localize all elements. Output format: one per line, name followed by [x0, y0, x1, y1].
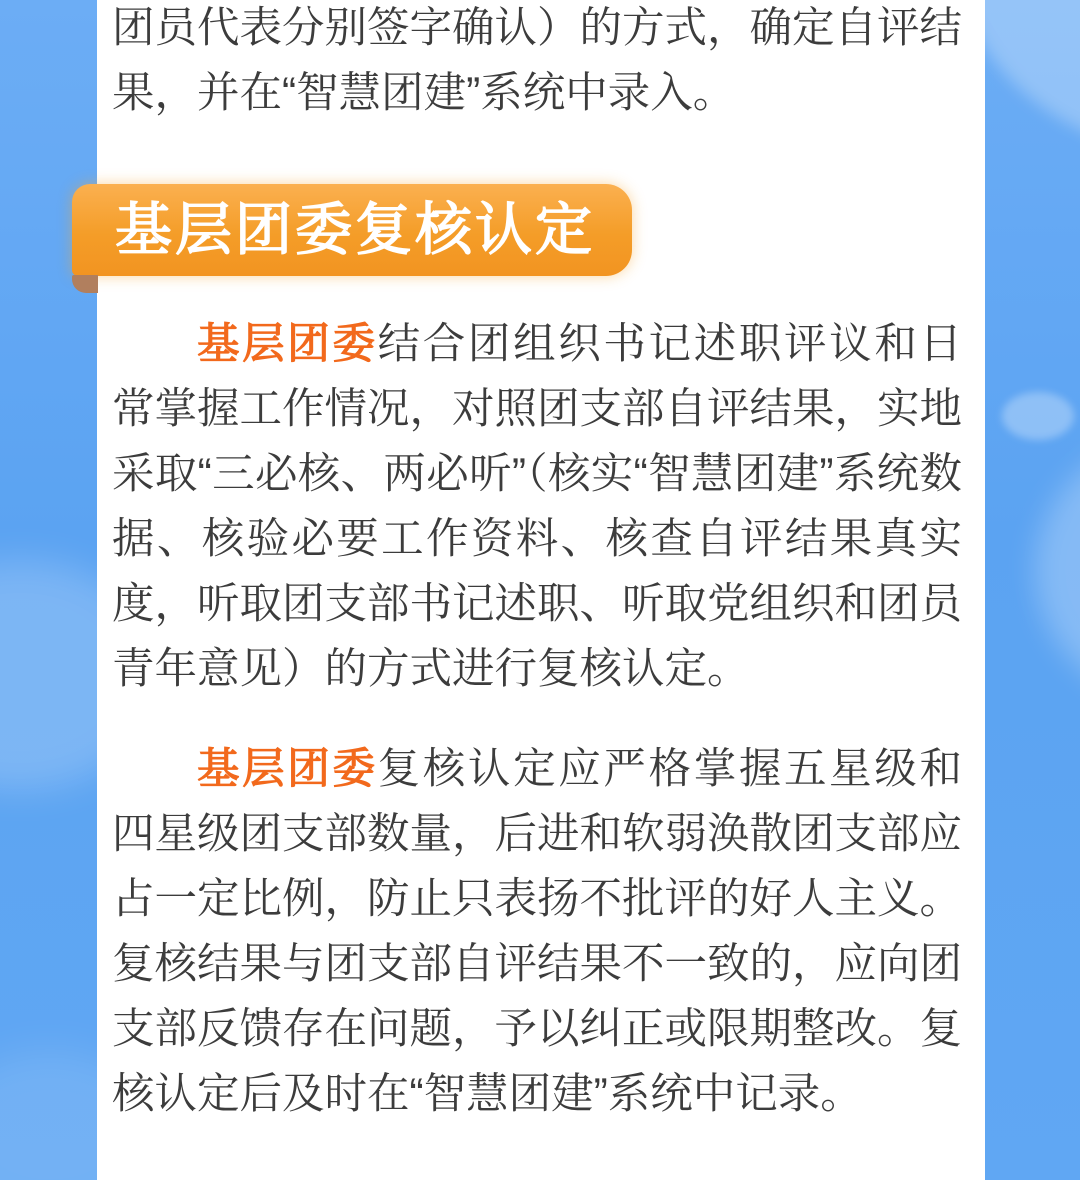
- section-heading-ribbon: [72, 184, 632, 276]
- paragraph-review-requirements: [112, 737, 962, 1127]
- cloud-shape: [1035, 430, 1080, 710]
- content-card: [97, 0, 985, 1180]
- cloud-shape: [1002, 392, 1074, 440]
- paragraph-text: 结合团组织书记述职评议和日常掌握工作情况，对照团支部自评结果，实地采取“三必核、两必听”（核实“智慧团建”系统数据、核验必要工作资料、核查自评结果真实度，听取团支部书记述职、听取党组织和团员青年意见）的方式进行复核认定。: [112, 321, 963, 693]
- intro-paragraph: [112, 0, 962, 126]
- paragraph-text: 复核认定应严格掌握五星级和四星级团支部数量，后进和软弱涣散团支部应占一定比例，防止只表扬不批评的好人主义。复核结果与团支部自评结果不一致的，应向团支部反馈存在问题，予以纠正或限期整改。复核认定后及时在“智慧团建”系统中记录。: [112, 746, 963, 1118]
- ribbon-fold: [72, 275, 98, 293]
- intro-paragraph-text: 团员代表分别签字确认）的方式，确定自评结果，并在“智慧团建”系统中录入。: [112, 5, 963, 117]
- paragraph-review-method: [112, 312, 962, 702]
- section-heading-title: 基层团委复核认定: [115, 198, 595, 262]
- paragraph-lead: 基层团委: [197, 746, 378, 793]
- paragraph-lead: 基层团委: [197, 321, 378, 368]
